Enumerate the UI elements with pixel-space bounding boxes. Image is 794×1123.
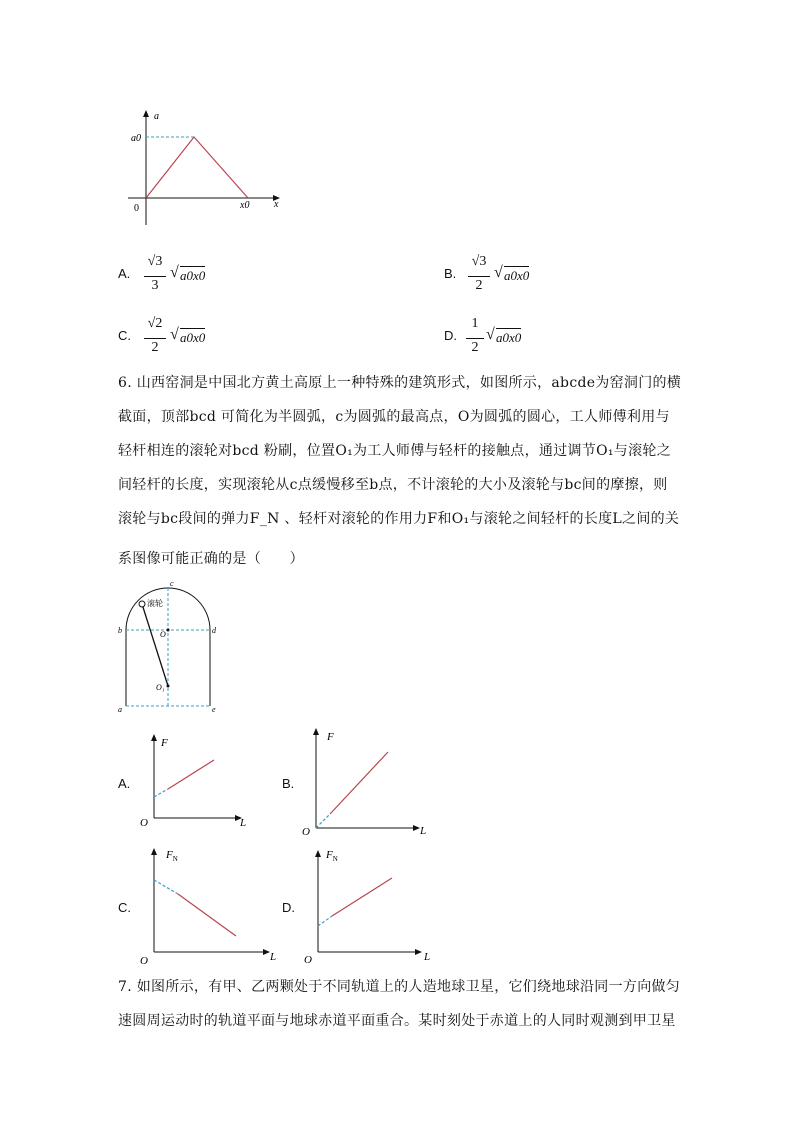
option-letter: B. xyxy=(444,266,457,281)
label-b: b xyxy=(118,626,122,635)
origin-label: O xyxy=(302,826,310,836)
radicand: a0x0 xyxy=(180,330,206,345)
q6-line-3: 轻杆相连的滚轮对bcd 粉刷，位置O₁为工人师傅与轻杆的接触点，通过调节O₁与滚轮之 xyxy=(118,443,671,459)
q6-line-2: 截面，顶部bcd 可简化为半圆弧，c为圆弧的最高点，O为圆弧的圆心，工人师傅利用与 xyxy=(118,409,670,425)
q5-origin: 0 xyxy=(134,203,139,214)
q6-line-6: 系图像可能正确的是（ ） xyxy=(118,551,304,567)
label-d: d xyxy=(212,626,216,635)
label-a: a xyxy=(118,705,122,714)
fraction-denominator: 3 xyxy=(151,278,159,293)
label-O: O xyxy=(160,630,166,639)
radicand: a0x0 xyxy=(180,268,206,283)
fraction-numerator: √2 xyxy=(147,316,163,331)
origin-label: O xyxy=(304,954,312,966)
label-O1: O₁ xyxy=(156,683,165,692)
option-letter: C. xyxy=(118,328,131,343)
y-axis-label: F xyxy=(327,731,334,743)
x-axis-label: L xyxy=(420,825,427,836)
q5-x-tick: x0 xyxy=(240,200,250,211)
fraction-numerator: √3 xyxy=(471,254,487,269)
q5-y-label: a xyxy=(154,111,159,122)
q6-option-a-graph[interactable] xyxy=(138,730,258,830)
q6-line-5: 滚轮与bc段间的弹力F_N 、轻杆对滚轮的作用力F和O₁与滚轮之间轻杆的长度L之间的关 xyxy=(118,511,680,527)
q6-option-c-letter[interactable]: C. xyxy=(118,900,131,915)
q6-option-c-graph[interactable] xyxy=(138,844,288,966)
q6-option-d-graph[interactable] xyxy=(302,846,442,966)
fraction-numerator: 1 xyxy=(471,316,479,331)
option-letter: A. xyxy=(118,266,131,281)
q5-y-tick: a0 xyxy=(131,133,141,144)
x-axis-label: L xyxy=(240,817,247,829)
fraction-denominator: 2 xyxy=(151,340,159,355)
q6-line-1: 6. 山西窑洞是中国北方黄土高原上一种特殊的建筑形式，如图所示，abcde为窑洞门的横 xyxy=(118,375,682,391)
origin-label: O xyxy=(140,817,148,829)
q6-option-d-letter[interactable]: D. xyxy=(282,900,295,915)
origin-label: O xyxy=(140,955,148,966)
radicand: a0x0 xyxy=(504,268,530,283)
fraction-denominator: 2 xyxy=(475,278,483,293)
x-axis-label: L xyxy=(424,951,431,963)
q7-line-2: 速圆周运动时的轨道平面与地球赤道平面重合。某时刻处于赤道上的人同时观测到甲卫星 xyxy=(118,1013,676,1029)
label-c: c xyxy=(170,579,174,588)
radicand: a0x0 xyxy=(496,330,522,345)
fraction-numerator: √3 xyxy=(147,254,163,269)
q6-option-b-letter[interactable]: B. xyxy=(282,776,295,791)
q6-option-b-graph[interactable] xyxy=(300,724,440,836)
label-e: e xyxy=(212,705,216,714)
q5-graph xyxy=(118,105,288,230)
y-axis-label: $F_N$ xyxy=(326,849,338,863)
y-axis-label: F xyxy=(161,737,168,749)
q6-option-a-letter[interactable]: A. xyxy=(118,776,131,791)
q5-x-label: x xyxy=(274,199,279,210)
fraction-denominator: 2 xyxy=(471,340,479,355)
x-axis-label: L xyxy=(270,951,277,963)
option-letter: D. xyxy=(444,328,457,343)
label-roller: 滚轮 xyxy=(147,599,163,608)
q7-line-1: 7. 如图所示，有甲、乙两颗处于不同轨道上的人造地球卫星，它们绕地球沿同一方向做匀 xyxy=(118,979,681,995)
y-axis-label: $F_N$ xyxy=(166,849,178,863)
q6-cave-figure xyxy=(116,578,226,718)
q6-line-4: 间轻杆的长度，实现滚轮从c点缓慢移至b点，不计滚轮的大小及滚轮与bc间的摩擦，则 xyxy=(118,477,668,493)
